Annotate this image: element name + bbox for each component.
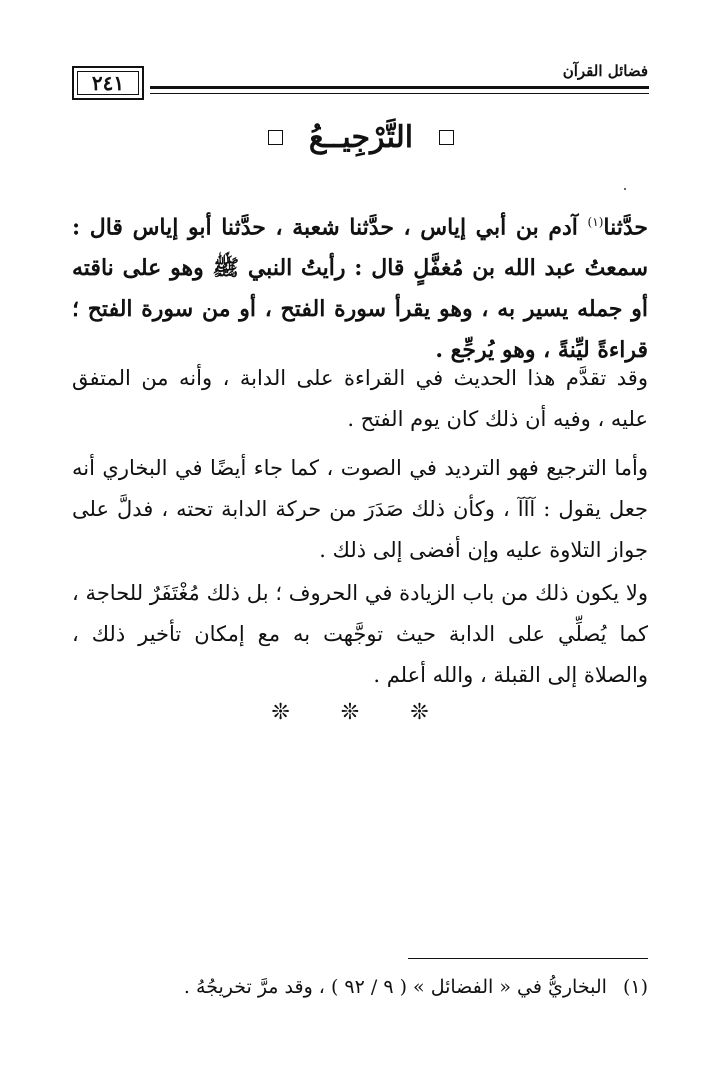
square-ornament-icon: [268, 130, 283, 145]
footnote-number: (١): [622, 976, 648, 998]
chapter-title-text: التَّرْجِيــعُ: [308, 120, 414, 155]
section-divider-ornament: ❊ ❊ ❊: [271, 700, 451, 725]
footnote-rule: [408, 958, 648, 959]
hadith-text: آدم بن أبي إياس ، حدَّثنا شعبة ، حدَّثنا أبو إياس قال : سمعتُ عبد الله بن مُغفَّلٍ قال : رأيتُ النبي ﷺ وهو على ناقته أو جمله يسير به ، وهو يقرأ سورة الفتح ، أو من سورة الفتح ؛ قراءةً ليِّنةً ، وهو يُرجِّع .: [72, 214, 648, 364]
header-rule-thin: [150, 93, 649, 94]
footnote-text: البخاريُّ في « الفضائل » ( ٩ / ٩٢ ) ، وقد مرَّ تخريجُهُ .: [183, 976, 607, 998]
hadith-opening: حدَّثنا: [603, 214, 648, 241]
page-number: [72, 66, 144, 100]
footnote: [72, 976, 648, 998]
commentary-paragraph-3: ولا يكون ذلك من باب الزيادة في الحروف ؛ بل ذلك مُغْتَفَرٌ للحاجة ، كما يُصلِّي على الدابة حيث توجَّهت به مع إمكان تأخير ذلك ، والصلاة إلى القبلة ، والله أعلم .: [72, 581, 648, 687]
chapter-title: [0, 120, 722, 155]
hadith-paragraph: [72, 202, 648, 371]
page-number-text: ٢٤١: [91, 71, 125, 95]
footnote-reference: (١): [587, 215, 604, 229]
square-ornament-icon: [439, 130, 454, 145]
running-header: فضائل القرآن: [562, 62, 648, 80]
header-rule: [150, 86, 649, 89]
commentary-paragraph-2: وأما الترجيع فهو الترديد في الصوت ، كما جاء أيضًا في البخاري أنه جعل يقول : آآآ ، وكأن ذلك صَدَرَ من حركة الدابة تحته ، فدلَّ على جواز التلاوة عليه وإن أفضى إلى ذلك .: [72, 456, 648, 562]
commentary-paragraph-1: وقد تقدَّم هذا الحديث في القراءة على الدابة ، وأنه من المتفق عليه ، وفيه أن ذلك كان يوم الفتح .: [72, 366, 648, 431]
scan-speck: [624, 188, 626, 190]
